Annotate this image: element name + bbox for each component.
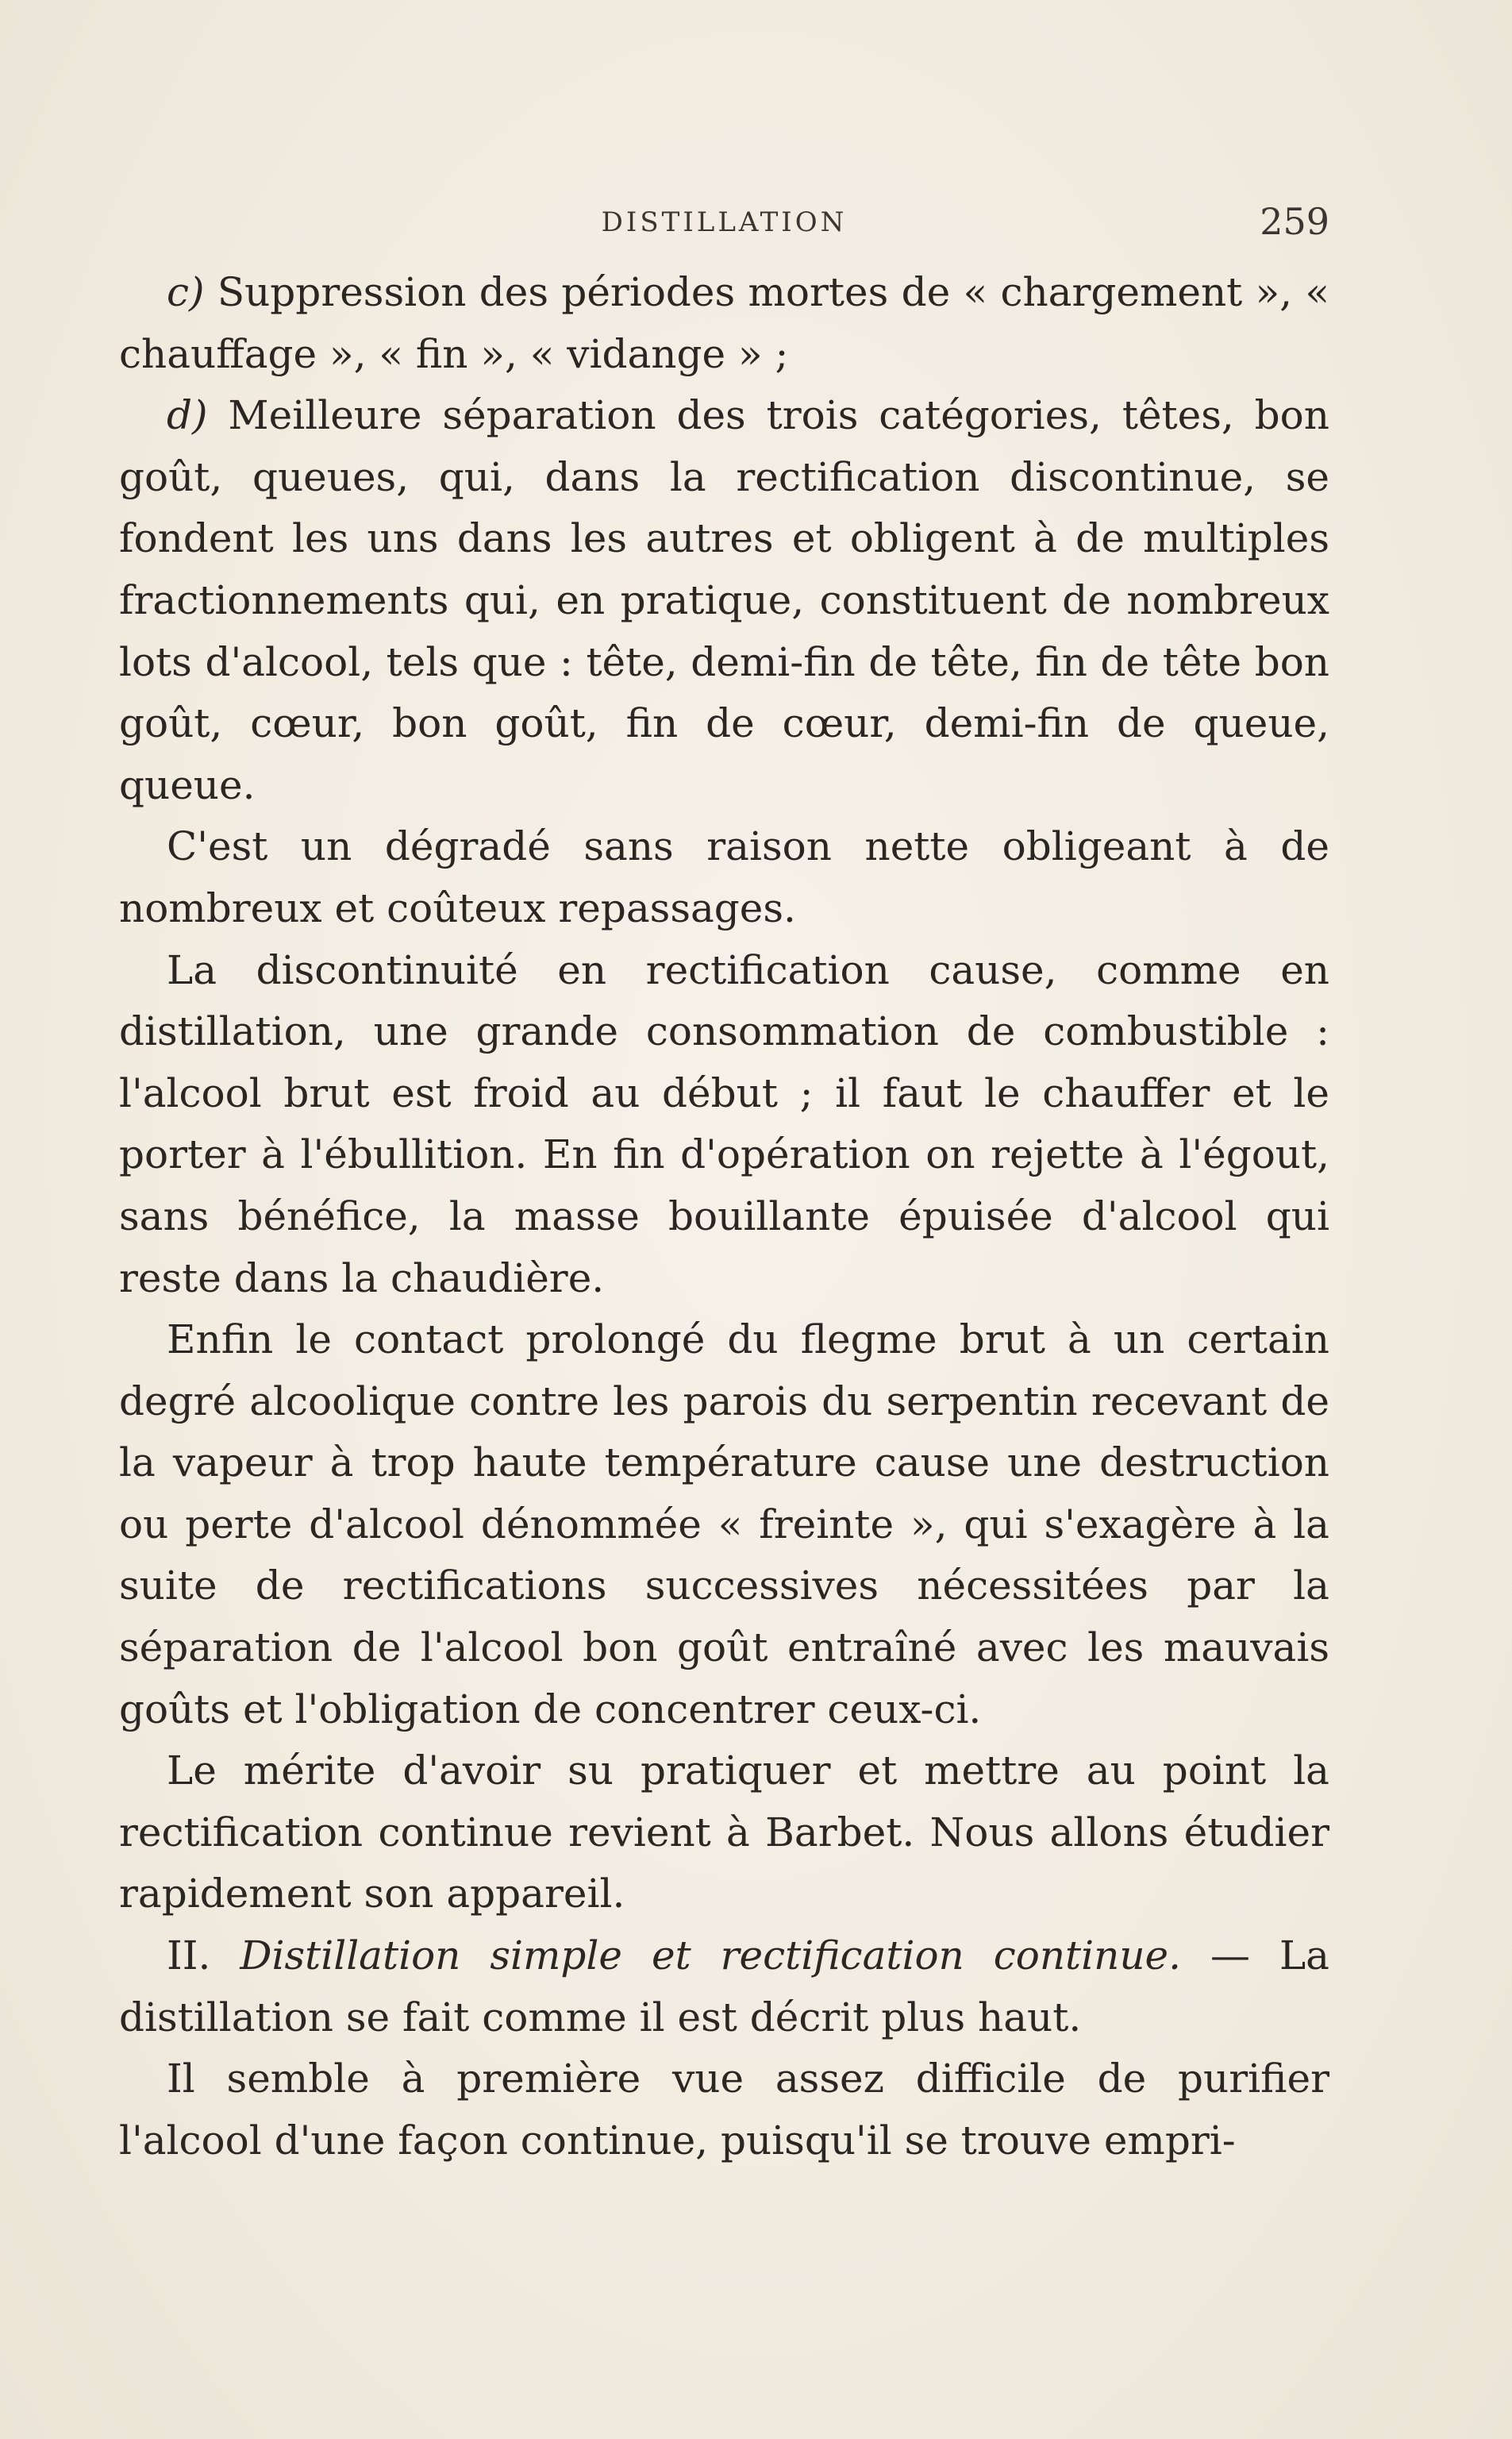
page-number: 259 [1260, 200, 1329, 243]
section-title: Distillation simple et rectification continue. [240, 1932, 1182, 1979]
running-title: DISTILLATION [601, 206, 848, 238]
paragraph: Il semble à première vue assez difficile de purifier l'alcool d'une façon continue, puisqu'il se trouve empri- [119, 2056, 1329, 2164]
list-marker-d: d) [167, 392, 208, 439]
paragraph-d [119, 385, 1329, 816]
paragraph-text: Meilleure séparation des trois catégories, têtes, bon goût, queues, qui, dans la rectification discontinue, se fondent les uns dans les autres et obligent à de multiples fractionnements qui, en pratique, constituent de nombreux lots d'alcool, tels que : tête, demi-fin de tête, fin de tête bon goût, cœur, bon goût, fin de cœur, demi-fin de queue, queue. [119, 392, 1329, 808]
paragraph: C'est un dégradé sans raison nette obligeant à de nombreux et coûteux repassages. [119, 823, 1329, 931]
paragraph-text: — La distillation se fait comme il est décrit plus haut. [119, 1932, 1329, 2040]
paragraph: Le mérite d'avoir su pratiquer et mettre au point la rectification continue revient à Barbet. Nous allons étudier rapidement son appareil. [119, 1747, 1329, 1917]
body-text [119, 262, 1329, 2171]
paragraph: Enfin le contact prolongé du flegme brut à un certain degré alcoolique contre les parois du serpentin recevant de la vapeur à trop haute température cause une destruction ou perte d'alcool dénommée « freinte », qui s'exagère à la suite de rectifications successives nécessitées par la séparation de l'alcool bon goût entraîné avec les mauvais goûts et l'obligation de concentrer ceux-ci. [119, 1316, 1329, 1732]
list-marker-c: c) [167, 269, 205, 315]
paragraph-c [119, 262, 1329, 385]
section-paragraph [119, 1925, 1329, 2048]
section-number: II. [167, 1932, 240, 1979]
paragraph-text: Suppression des périodes mortes de « chargement », « chauffage », « fin », « vidange » ; [119, 269, 1329, 377]
page-header [119, 197, 1329, 252]
paragraph: La discontinuité en rectification cause, comme en distillation, une grande consommation de combustible : l'alcool brut est froid au début ; il faut le chauffer et le porter à l'ébullition. En fin d'opération on rejette à l'égout, sans bénéfice, la masse bouillante épuisée d'alcool qui reste dans la chaudière. [119, 946, 1329, 1301]
